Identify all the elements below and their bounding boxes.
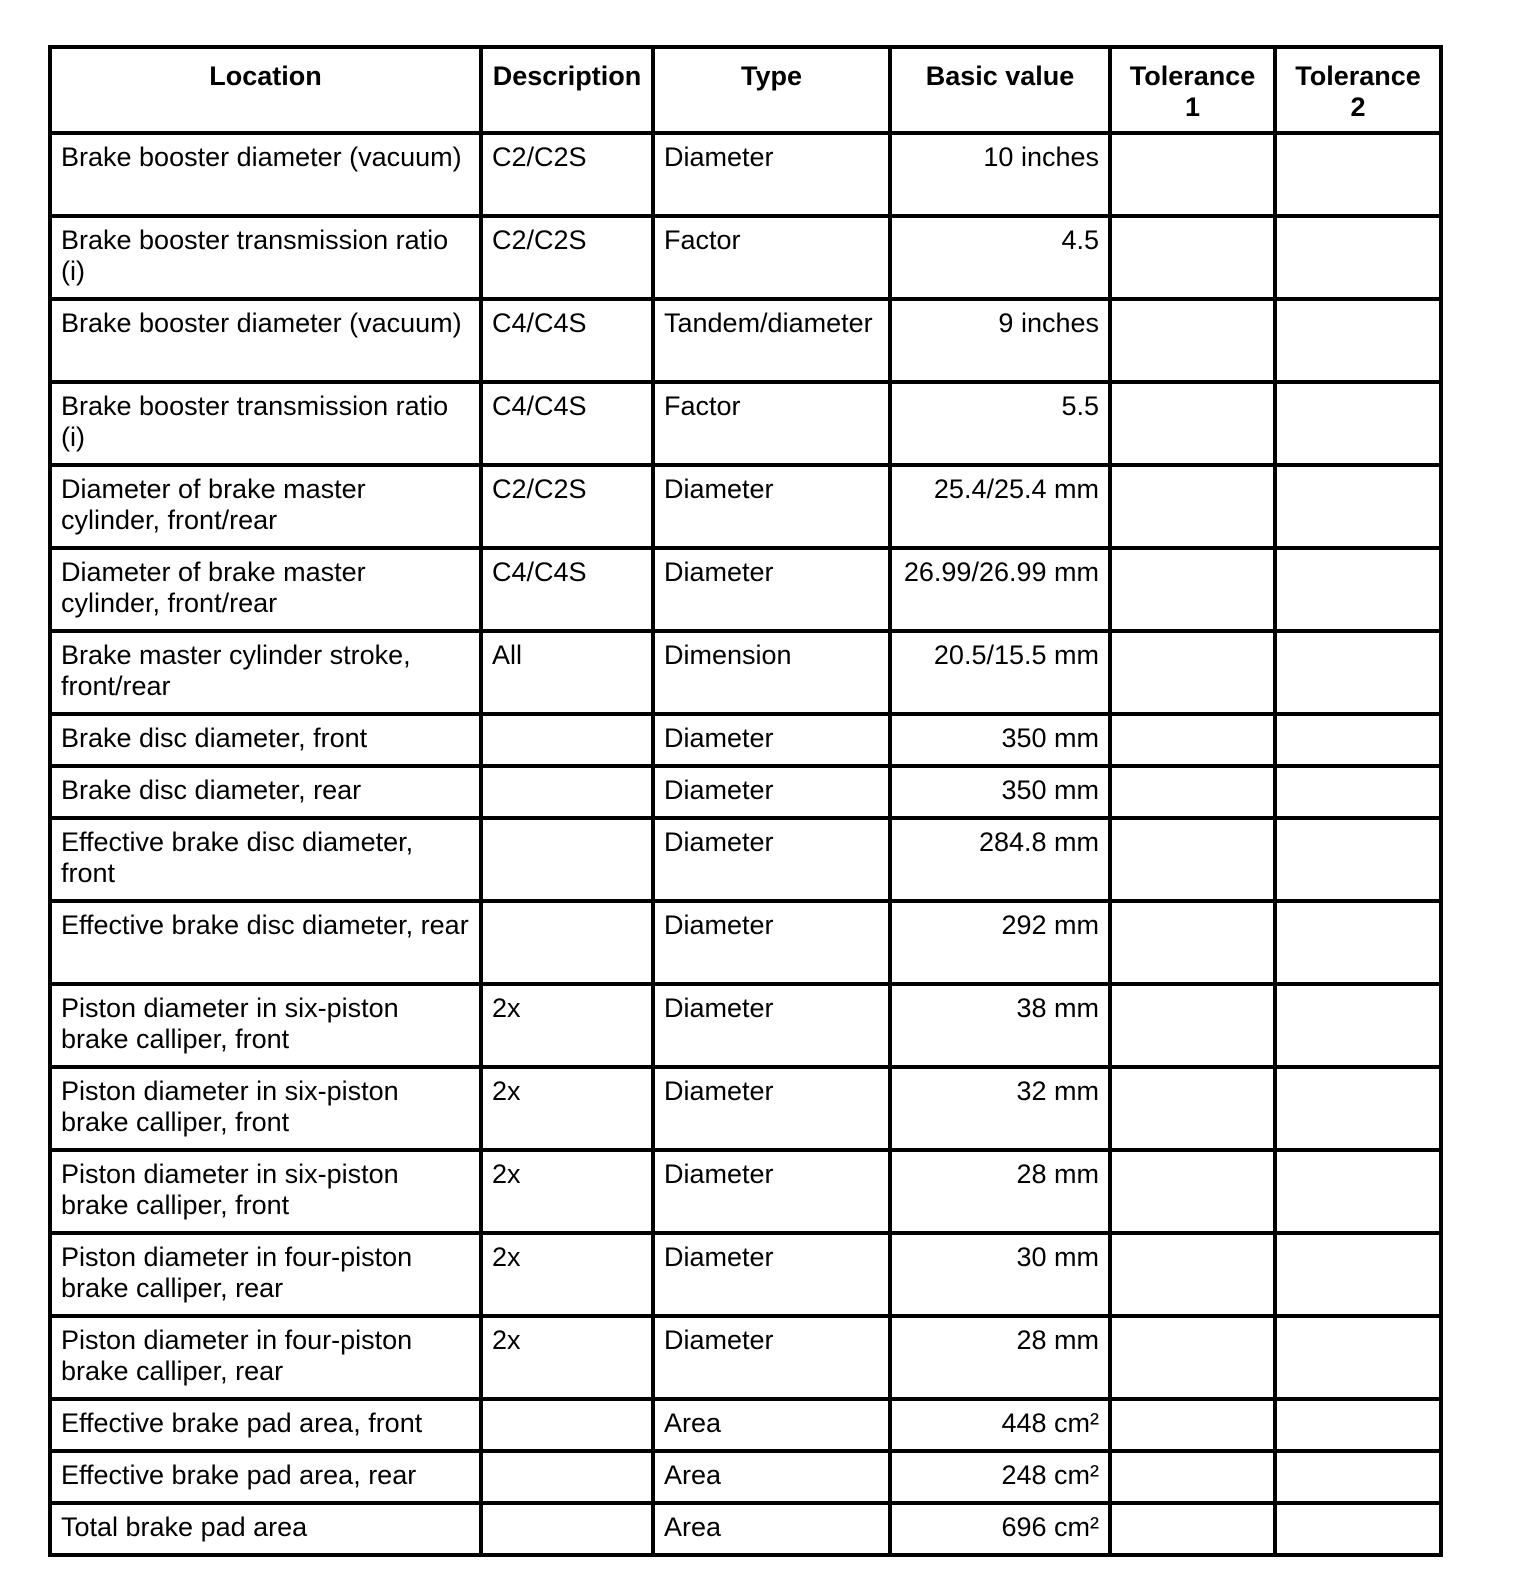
cell-type: Diameter <box>653 1316 890 1399</box>
cell-description <box>481 714 653 766</box>
cell-location: Brake booster diameter (vacuum) <box>50 133 481 216</box>
cell-description: 2x <box>481 984 653 1067</box>
cell-tolerance-2 <box>1275 1150 1441 1233</box>
cell-type: Diameter <box>653 1233 890 1316</box>
cell-basic-value: 26.99/26.99 mm <box>890 548 1110 631</box>
header-type: Type <box>653 47 890 133</box>
cell-description: C4/C4S <box>481 548 653 631</box>
cell-location: Effective brake pad area, rear <box>50 1451 481 1503</box>
cell-tolerance-1 <box>1110 1503 1275 1555</box>
header-tolerance-2-word: Tolerance <box>1295 61 1421 91</box>
cell-tolerance-2 <box>1275 1316 1441 1399</box>
cell-basic-value: 350 mm <box>890 766 1110 818</box>
cell-tolerance-1 <box>1110 548 1275 631</box>
table-row <box>50 133 1441 216</box>
cell-tolerance-1 <box>1110 133 1275 216</box>
cell-basic-value: 4.5 <box>890 216 1110 299</box>
cell-basic-value: 248 cm² <box>890 1451 1110 1503</box>
cell-tolerance-2 <box>1275 299 1441 382</box>
cell-description: C2/C2S <box>481 465 653 548</box>
cell-type: Tandem/diameter <box>653 299 890 382</box>
cell-tolerance-1 <box>1110 1150 1275 1233</box>
cell-tolerance-2 <box>1275 465 1441 548</box>
cell-basic-value: 292 mm <box>890 901 1110 984</box>
cell-type: Dimension <box>653 631 890 714</box>
cell-tolerance-2 <box>1275 1503 1441 1555</box>
cell-tolerance-1 <box>1110 382 1275 465</box>
cell-location: Brake booster transmission ratio (i) <box>50 216 481 299</box>
cell-location: Diameter of brake master cylinder, front/rear <box>50 465 481 548</box>
cell-tolerance-1 <box>1110 216 1275 299</box>
cell-location: Effective brake disc diameter, rear <box>50 901 481 984</box>
table-row <box>50 1067 1441 1150</box>
cell-description: 2x <box>481 1150 653 1233</box>
cell-tolerance-2 <box>1275 901 1441 984</box>
header-tolerance-1 <box>1110 47 1275 133</box>
table-row <box>50 714 1441 766</box>
cell-type: Factor <box>653 382 890 465</box>
cell-tolerance-2 <box>1275 133 1441 216</box>
table-row <box>50 631 1441 714</box>
cell-description: 2x <box>481 1316 653 1399</box>
cell-tolerance-1 <box>1110 631 1275 714</box>
header-basic-value: Basic value <box>890 47 1110 133</box>
cell-type: Area <box>653 1503 890 1555</box>
cell-description: 2x <box>481 1233 653 1316</box>
table-row <box>50 901 1441 984</box>
table-row <box>50 766 1441 818</box>
cell-tolerance-2 <box>1275 548 1441 631</box>
table-row <box>50 1503 1441 1555</box>
cell-type: Area <box>653 1399 890 1451</box>
table-row <box>50 548 1441 631</box>
table-row <box>50 1316 1441 1399</box>
cell-description <box>481 1503 653 1555</box>
cell-type: Diameter <box>653 1150 890 1233</box>
cell-basic-value: 9 inches <box>890 299 1110 382</box>
cell-description: C2/C2S <box>481 133 653 216</box>
cell-description <box>481 1399 653 1451</box>
cell-tolerance-1 <box>1110 766 1275 818</box>
cell-description <box>481 1451 653 1503</box>
cell-tolerance-2 <box>1275 1067 1441 1150</box>
cell-tolerance-2 <box>1275 1233 1441 1316</box>
cell-tolerance-1 <box>1110 714 1275 766</box>
cell-tolerance-2 <box>1275 984 1441 1067</box>
cell-description: All <box>481 631 653 714</box>
cell-location: Total brake pad area <box>50 1503 481 1555</box>
cell-basic-value: 38 mm <box>890 984 1110 1067</box>
cell-basic-value: 696 cm² <box>890 1503 1110 1555</box>
header-tolerance-2-number: 2 <box>1350 92 1366 122</box>
table-row <box>50 465 1441 548</box>
cell-basic-value: 28 mm <box>890 1150 1110 1233</box>
cell-type: Diameter <box>653 133 890 216</box>
cell-tolerance-1 <box>1110 984 1275 1067</box>
cell-type: Factor <box>653 216 890 299</box>
cell-type: Diameter <box>653 818 890 901</box>
table-row <box>50 984 1441 1067</box>
cell-location: Effective brake disc diameter, front <box>50 818 481 901</box>
cell-type: Diameter <box>653 984 890 1067</box>
cell-basic-value: 350 mm <box>890 714 1110 766</box>
cell-location: Brake booster transmission ratio (i) <box>50 382 481 465</box>
cell-type: Diameter <box>653 766 890 818</box>
header-description: Description <box>481 47 653 133</box>
cell-location: Brake disc diameter, rear <box>50 766 481 818</box>
cell-tolerance-2 <box>1275 631 1441 714</box>
cell-basic-value: 25.4/25.4 mm <box>890 465 1110 548</box>
cell-tolerance-2 <box>1275 818 1441 901</box>
cell-tolerance-2 <box>1275 216 1441 299</box>
cell-location: Piston diameter in six-piston brake calliper, front <box>50 1067 481 1150</box>
cell-tolerance-2 <box>1275 1399 1441 1451</box>
cell-type: Area <box>653 1451 890 1503</box>
cell-type: Diameter <box>653 1067 890 1150</box>
cell-basic-value: 32 mm <box>890 1067 1110 1150</box>
cell-tolerance-1 <box>1110 1067 1275 1150</box>
cell-tolerance-1 <box>1110 1451 1275 1503</box>
table-row <box>50 1399 1441 1451</box>
cell-description: C4/C4S <box>481 382 653 465</box>
cell-description: 2x <box>481 1067 653 1150</box>
header-tolerance-2 <box>1275 47 1441 133</box>
cell-tolerance-2 <box>1275 714 1441 766</box>
table-row <box>50 1150 1441 1233</box>
cell-type: Diameter <box>653 548 890 631</box>
header-location: Location <box>50 47 481 133</box>
header-tolerance-1-number: 1 <box>1184 92 1201 122</box>
cell-tolerance-2 <box>1275 1451 1441 1503</box>
header-row <box>50 47 1441 133</box>
cell-tolerance-1 <box>1110 818 1275 901</box>
table-row <box>50 382 1441 465</box>
cell-location: Effective brake pad area, front <box>50 1399 481 1451</box>
cell-type: Diameter <box>653 465 890 548</box>
brake-spec-table <box>48 45 1443 1557</box>
table-row <box>50 1451 1441 1503</box>
cell-location: Brake booster diameter (vacuum) <box>50 299 481 382</box>
cell-basic-value: 10 inches <box>890 133 1110 216</box>
cell-location: Brake master cylinder stroke, front/rear <box>50 631 481 714</box>
cell-basic-value: 284.8 mm <box>890 818 1110 901</box>
cell-basic-value: 30 mm <box>890 1233 1110 1316</box>
cell-basic-value: 20.5/15.5 mm <box>890 631 1110 714</box>
cell-tolerance-1 <box>1110 299 1275 382</box>
cell-description: C2/C2S <box>481 216 653 299</box>
header-tolerance-1-word: Tolerance <box>1129 61 1256 91</box>
cell-tolerance-2 <box>1275 382 1441 465</box>
cell-location: Piston diameter in four-piston brake calliper, rear <box>50 1233 481 1316</box>
cell-type: Diameter <box>653 714 890 766</box>
cell-tolerance-2 <box>1275 766 1441 818</box>
table-row <box>50 299 1441 382</box>
cell-location: Brake disc diameter, front <box>50 714 481 766</box>
cell-description <box>481 766 653 818</box>
cell-tolerance-1 <box>1110 1233 1275 1316</box>
table-row <box>50 1233 1441 1316</box>
table-row <box>50 216 1441 299</box>
cell-tolerance-1 <box>1110 1316 1275 1399</box>
cell-tolerance-1 <box>1110 901 1275 984</box>
cell-tolerance-1 <box>1110 465 1275 548</box>
cell-description <box>481 818 653 901</box>
cell-location: Diameter of brake master cylinder, front/rear <box>50 548 481 631</box>
cell-basic-value: 448 cm² <box>890 1399 1110 1451</box>
cell-location: Piston diameter in six-piston brake calliper, front <box>50 1150 481 1233</box>
cell-description <box>481 901 653 984</box>
cell-description: C4/C4S <box>481 299 653 382</box>
cell-tolerance-1 <box>1110 1399 1275 1451</box>
table-row <box>50 818 1441 901</box>
cell-location: Piston diameter in four-piston brake calliper, rear <box>50 1316 481 1399</box>
cell-basic-value: 28 mm <box>890 1316 1110 1399</box>
cell-basic-value: 5.5 <box>890 382 1110 465</box>
cell-location: Piston diameter in six-piston brake calliper, front <box>50 984 481 1067</box>
cell-type: Diameter <box>653 901 890 984</box>
